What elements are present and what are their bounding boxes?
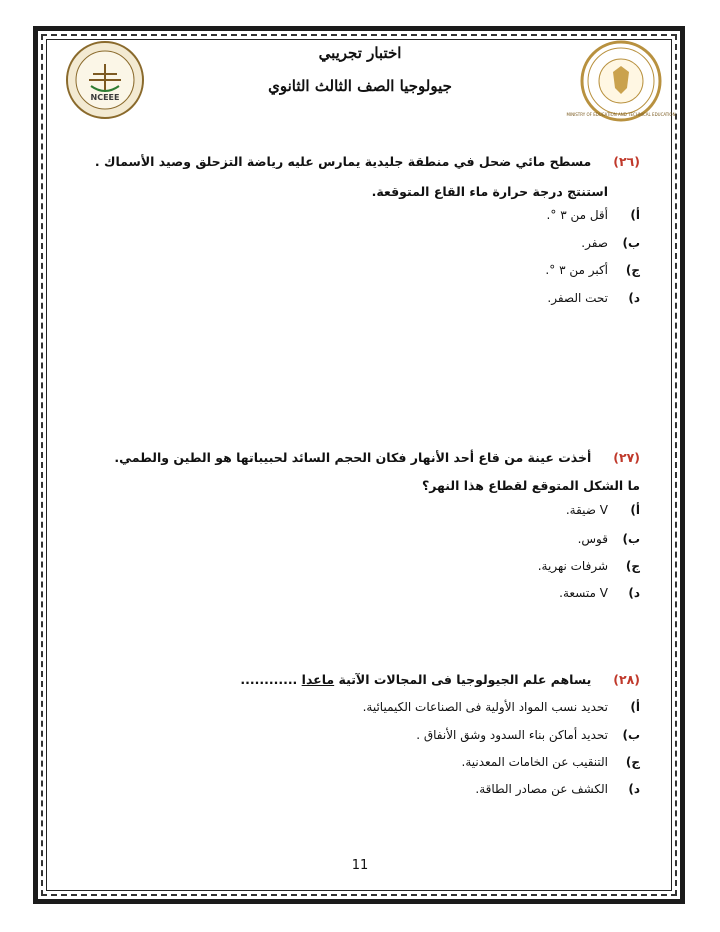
option-text: قوس. bbox=[577, 532, 608, 546]
option-a[interactable] bbox=[363, 700, 640, 714]
question-blank: ............ bbox=[240, 672, 298, 687]
question-26-line2: استنتج درجة حرارة ماء القاع المتوقعة. bbox=[371, 184, 608, 199]
question-text: يساهم علم الجيولوجيا فى المجالات الآتية bbox=[338, 672, 592, 687]
option-text: تحت الصفر. bbox=[547, 291, 608, 305]
question-28 bbox=[240, 672, 640, 687]
option-c[interactable] bbox=[462, 755, 640, 769]
option-text: تحديد نسب المواد الأولية فى الصناعات الكيميائية. bbox=[362, 700, 608, 714]
option-letter: ج) bbox=[625, 755, 640, 769]
option-a[interactable] bbox=[566, 503, 640, 517]
ministry-logo-text: MINISTRY OF EDUCATION AND TECHNICAL EDUCATION bbox=[566, 112, 676, 117]
option-text: صفر. bbox=[581, 236, 608, 250]
option-d[interactable] bbox=[547, 291, 640, 305]
nceee-logo-text: NCEEE bbox=[90, 93, 120, 102]
question-27-line2: ما الشكل المتوقع لقطاع هذا النهر؟ bbox=[422, 478, 640, 493]
question-number: (٢٧) bbox=[613, 450, 640, 465]
option-letter: د) bbox=[628, 291, 640, 305]
question-text: مسطح مائي ضحل في منطقة جليدية يمارس عليه رياضة التزحلق وصيد الأسماك . bbox=[94, 154, 592, 169]
ministry-logo bbox=[566, 40, 676, 126]
question-26 bbox=[95, 154, 640, 169]
question-27 bbox=[114, 450, 640, 465]
option-text: الكشف عن مصادر الطاقة. bbox=[475, 782, 608, 796]
option-text: شرفات نهرية. bbox=[537, 559, 608, 573]
option-letter: ب) bbox=[622, 532, 640, 546]
option-b[interactable] bbox=[578, 532, 640, 546]
option-letter: أ) bbox=[630, 208, 640, 222]
option-text: V متسعة. bbox=[559, 586, 608, 600]
option-a[interactable] bbox=[547, 208, 640, 222]
option-text: أقل من ٣ °. bbox=[546, 208, 608, 222]
nceee-logo bbox=[65, 40, 145, 124]
option-letter: أ) bbox=[630, 700, 640, 714]
question-number: (٢٨) bbox=[613, 672, 640, 687]
option-letter: د) bbox=[628, 586, 640, 600]
option-c[interactable] bbox=[538, 559, 640, 573]
option-letter: ج) bbox=[625, 559, 640, 573]
question-emphasis: ماعدا bbox=[301, 672, 335, 687]
option-letter: ب) bbox=[622, 236, 640, 250]
option-b[interactable] bbox=[581, 236, 640, 250]
option-letter: د) bbox=[628, 782, 640, 796]
option-letter: ج) bbox=[625, 263, 640, 277]
option-d[interactable] bbox=[475, 782, 640, 796]
option-text: التنقيب عن الخامات المعدنية. bbox=[461, 755, 608, 769]
option-d[interactable] bbox=[559, 586, 640, 600]
page-number: 11 bbox=[351, 858, 369, 873]
exam-title: اختبار تجريبي bbox=[318, 44, 402, 62]
option-letter: أ) bbox=[630, 503, 640, 517]
exam-subtitle: جيولوجيا الصف الثالث الثانوي bbox=[268, 77, 452, 95]
option-text: V ضيقة. bbox=[565, 503, 608, 517]
question-text: أخذت عينة من قاع أحد الأنهار فكان الحجم السائد لحبيباتها هو الطين والطمي. bbox=[114, 450, 592, 465]
option-text: أكبر من ٣ °. bbox=[545, 263, 608, 277]
question-number: (٢٦) bbox=[613, 154, 640, 169]
option-b[interactable] bbox=[416, 728, 640, 742]
option-text: تحديد أماكن بناء السدود وشق الأنفاق . bbox=[416, 728, 608, 742]
option-letter: ب) bbox=[622, 728, 640, 742]
option-c[interactable] bbox=[545, 263, 640, 277]
